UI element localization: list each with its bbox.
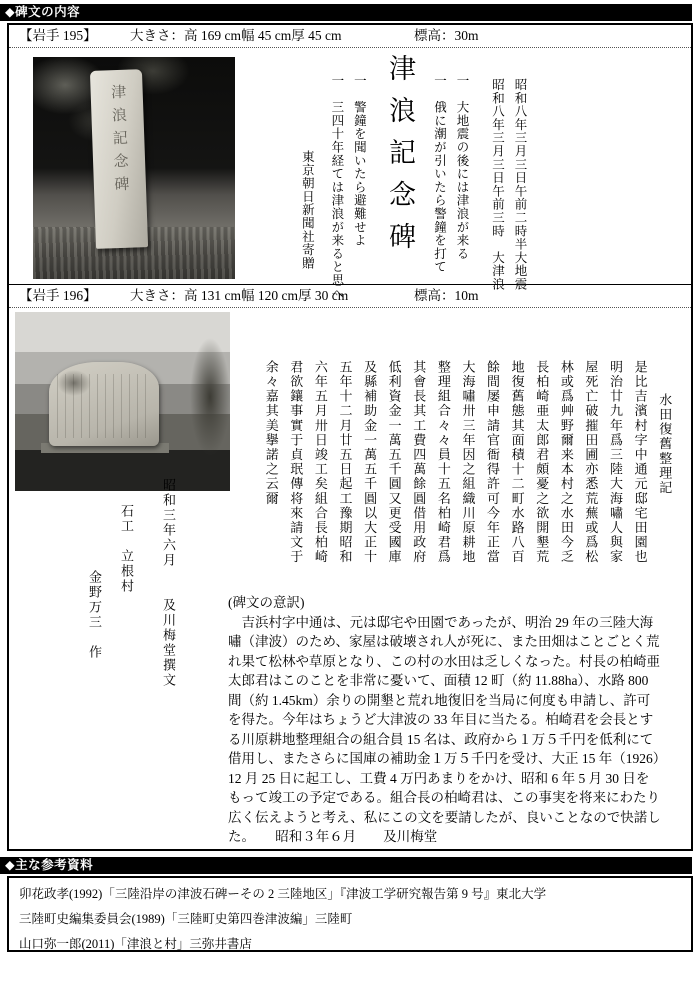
photo-trees — [190, 338, 230, 456]
inscription-donor-column: 東京朝日新聞社寄贈 — [300, 150, 315, 270]
inscription-column: 六年五月卅日竣工矣組合長柏崎 — [312, 360, 328, 565]
monument-196-inscription — [259, 360, 677, 576]
inscription-column: 長柏崎亜太郎君頗憂之欲開墾荒 — [534, 360, 550, 565]
inscription-column: 整理組合々々員十五名柏崎君爲 — [435, 360, 451, 565]
interpretation-line: た。 昭和３年６月 及川梅堂 — [228, 829, 438, 844]
monument-195-size: 大きさ：高 169 cm幅 45 cm厚 45 cm — [130, 28, 342, 43]
stone-stele — [90, 69, 148, 249]
reference-item: 卯花政孝(1992)「三陸沿岸の津波石碑ーその 2 三陸地区」『津波工学研究報告第 9 号』東北大学 — [19, 887, 547, 901]
interpretation-line: 12 月 25 日に起工し、工費 4 万円あまりをかけ、昭和 6 年 5 月 30 日を — [228, 770, 650, 786]
section-header-inscriptions: ◆碑文の内容 — [0, 4, 692, 21]
inscription-column: 一 警鐘を聞いたら避難せよ — [352, 74, 367, 247]
inscription-mason-place: 石工 立根村 — [119, 504, 134, 594]
interpretation-line: を得た。今年はちょうど大津波の 33 年目に当たる。柏崎君を会長とす — [228, 712, 654, 727]
monument-196-photo — [15, 312, 230, 491]
inscription-column: 一 三四十年経ては津浪が来ると思へ — [329, 74, 344, 301]
inscription-column: 是比吉濱村字中通元邸宅田園也 — [632, 360, 648, 565]
monument-196-size: 大きさ：高 131 cm幅 120 cm厚 30 cm — [130, 288, 349, 303]
interpretation-line: 間（約 1.45km）余りの開墾と荒れ地復旧を当局に何度も申請し、許可 — [228, 692, 651, 708]
references-list — [19, 882, 691, 957]
interpretation-line: れ果て松林や草原となり、この村の水田は乏しくなった。村長の柏崎亜 — [228, 653, 660, 669]
inscription-column: 低利資金一萬五千圓又更受國庫 — [386, 360, 402, 565]
reference-item: 山口弥一郎(2011)「津浪と村」三弥井書店 — [19, 937, 252, 951]
monument-195-photo — [33, 57, 235, 279]
inscription-date-author: 昭和三年六月 及川梅堂撰文 — [161, 478, 176, 688]
monument-196-content — [9, 308, 691, 849]
reference-item: 三陸町史編集委員会(1989)「三陸町史第四巻津波編」三陸町 — [19, 912, 353, 926]
stone-slab — [49, 362, 159, 446]
inscription-column: 余々嘉其美擧諾之云爾 — [263, 360, 279, 506]
interpretation-lines — [228, 613, 690, 847]
inscription-column: 君欲鑲事實于貞珉傳将來請文于 — [288, 360, 304, 565]
inscription-column: 其會長其工費四萬餘圓借用政府 — [411, 360, 427, 565]
inscription-column: 一 大地震の後には津浪が来る — [455, 74, 469, 261]
monument-196-header-row — [9, 285, 691, 308]
inscription-title-column: 水田復舊整理記 — [657, 393, 673, 496]
inscription-column: 大海嘯卅三年因之組織川原耕地 — [460, 360, 476, 565]
inscription-column: 屋死亡破摧田圃亦悉荒蕪或爲松 — [583, 360, 599, 565]
monument-195-elevation: 標高：30m — [414, 28, 479, 43]
inscription-column: 五年十二月廿五日起工豫期昭和 — [337, 360, 353, 565]
inscription-title-column: 津浪記念碑 — [385, 54, 415, 264]
interpretation-line: 吉浜村字中通は、元は邸宅や田園であったが、明治 29 年の三陸大海 — [228, 614, 654, 630]
interpretation-line: 嘯（津波）のため、家屋は破壊され人が死に、また田畑はことごとく荒 — [228, 634, 660, 649]
inscription-mason-name: 金野万三 作 — [87, 570, 102, 660]
interpretation-line: 太郎君はこのことを非常に憂いて、面積 12 町（約 11.88ha）、水路 800 — [228, 673, 649, 688]
inscription-column: 林或爲艸野爾来本村之水田今乏 — [558, 360, 574, 565]
inscription-column: 明治廿九年爲三陸大海嘯人與家 — [608, 360, 624, 565]
inscription-column: 地復舊態其面積十二町水路八百 — [509, 360, 525, 565]
interpretation-line: もって竣工の予定である。組合長の柏崎君は、この事実を将来にわたり — [228, 790, 660, 805]
interpretation-block — [228, 593, 690, 847]
monument-196-elevation: 標高：10m — [414, 288, 479, 303]
inscription-column: 昭和八年三月三日午前三時 大津浪 — [490, 78, 505, 291]
section-header-references: ◆主な参考資料 — [0, 857, 692, 874]
interpretation-heading: (碑文の意訳) — [228, 595, 305, 610]
inscription-column: 餘間屡申請官衙得許可今年正當 — [485, 360, 501, 565]
interpretation-line: 借用し、またさらに国庫の補助金１万５千円を受け、大正 15 年（1926） — [228, 751, 667, 766]
inscription-column: 昭和八年三月三日午前二時半大地震 — [513, 78, 527, 291]
references-box — [7, 876, 693, 952]
stele-inscription: 津浪記念碑 — [108, 83, 129, 200]
monument-196-id: 【岩手 196】 — [19, 288, 97, 303]
monument-195-id: 【岩手 195】 — [19, 28, 97, 43]
interpretation-line: る川原耕地整理組合の組合員 15 名は、政府から１万５千円を低利にて — [228, 731, 654, 747]
interpretation-line: 広く伝えようと考え、私にこの文を要請したが、良いことなので快諾し — [228, 809, 661, 825]
monuments-table — [7, 23, 693, 851]
inscription-column: 一 俄に潮が引いたら警鐘を打て — [432, 74, 447, 274]
monument-195-header-row — [9, 25, 691, 48]
inscription-column: 及縣補助金一萬五千圓以大正十 — [362, 360, 378, 565]
stone-engraving — [57, 374, 151, 438]
